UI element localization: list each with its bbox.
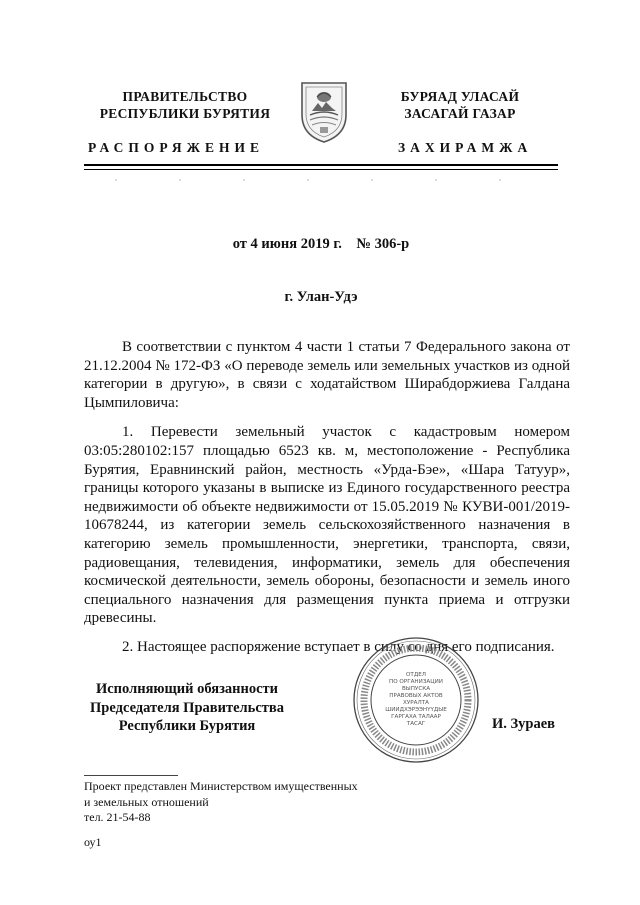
header-rule-thin	[84, 169, 558, 170]
date-and-number: от 4 июня 2019 г. № 306-р	[232, 236, 410, 252]
document-body	[84, 338, 570, 657]
coat-of-arms-emblem	[296, 75, 352, 145]
issuer-name-bua	[360, 88, 560, 122]
footer-line2: и земельных отношений	[84, 794, 209, 809]
issuer-line1-ru: ПРАВИТЕЛЬСТВО	[122, 89, 248, 104]
svg-text:ВЫПУСКА: ВЫПУСКА	[401, 686, 431, 692]
issuer-line2-ru: РЕСПУБЛИКИ БУРЯТИЯ	[99, 106, 271, 121]
footnote-rule	[84, 775, 178, 776]
city: г. Улан-Удэ	[284, 289, 358, 305]
svg-text:ТАСАГ: ТАСАГ	[406, 721, 426, 727]
issuer-line2-bua: ЗАСАГАЙ ГАЗАР	[404, 106, 516, 121]
svg-text:ШИИДХЭРЭЭНҮҮДЫЕ: ШИИДХЭРЭЭНҮҮДЫЕ	[385, 707, 447, 713]
signatory-title-line1: Исполняющий обязанности	[95, 681, 279, 697]
signatory-title-line2: Председателя Правительства	[90, 699, 284, 716]
footer-code: оу1	[84, 835, 102, 849]
footer-note	[84, 779, 358, 826]
svg-text:ПО ОРГАНИЗАЦИИ: ПО ОРГАНИЗАЦИИ	[389, 679, 443, 685]
header-rule-thick	[84, 164, 558, 166]
signatory-name: И. Зураев	[492, 716, 556, 732]
signatory-title	[72, 680, 302, 736]
header-dotted-line	[84, 178, 558, 182]
doc-type-bua: ЗАХИРАМЖА	[398, 140, 533, 155]
issuer-line1-bua: БУРЯАД УЛАСАЙ	[400, 89, 520, 104]
doc-type-ru: РАСПОРЯЖЕНИЕ	[88, 140, 265, 155]
preamble-paragraph: В соответствии с пунктом 4 части 1 статьи 7 Федерального закона от 21.12.2004 № 172-ФЗ «О переводе земель или земельных участков из одной категории в другую», в связи с ходатайством Ширабдоржиева Галдана Цымпиловича:	[84, 339, 570, 411]
svg-text:ОТДЕЛ: ОТДЕЛ	[406, 672, 426, 678]
official-stamp	[352, 636, 480, 764]
item-1-paragraph: 1. Перевести земельный участок с кадастровым номером 03:05:280102:157 площадью 6523 кв. м, местоположение - Республика Бурятия, Еравнинский район, местность «Урда-Бэе», «Шара Татуур», границы которого указаны в выписке из Единого государственного реестра недвижимости об объекте недвижимости от 15.05.2019 № КУВИ-001/2019-10678244, из категории земель сельскохозяйственного назначения в категорию земель промышленности, энергетики, транспорта, связи, радиовещания, телевидения, информатики, земель для обеспечения космической деятельности, земель обороны, безопасности и земель иного специального назначения для размещения пункта приема и отгрузки древесины.	[84, 424, 570, 627]
footer-phone: тел. 21-54-88	[84, 810, 151, 824]
issuer-name-ru	[90, 88, 280, 122]
footer-line1: Проект представлен Министерством имущественных	[84, 779, 358, 793]
item-2-paragraph: 2. Настоящее распоряжение вступает в силу со дня его подписания.	[122, 638, 555, 655]
svg-text:ГАРГАХА ТАЛААР: ГАРГАХА ТАЛААР	[391, 714, 441, 720]
svg-text:ХУРАЛТА: ХУРАЛТА	[403, 700, 429, 706]
svg-text:ПРАВОВЫХ АКТОВ: ПРАВОВЫХ АКТОВ	[389, 693, 443, 699]
signatory-title-line3: Республики Бурятия	[118, 718, 256, 734]
